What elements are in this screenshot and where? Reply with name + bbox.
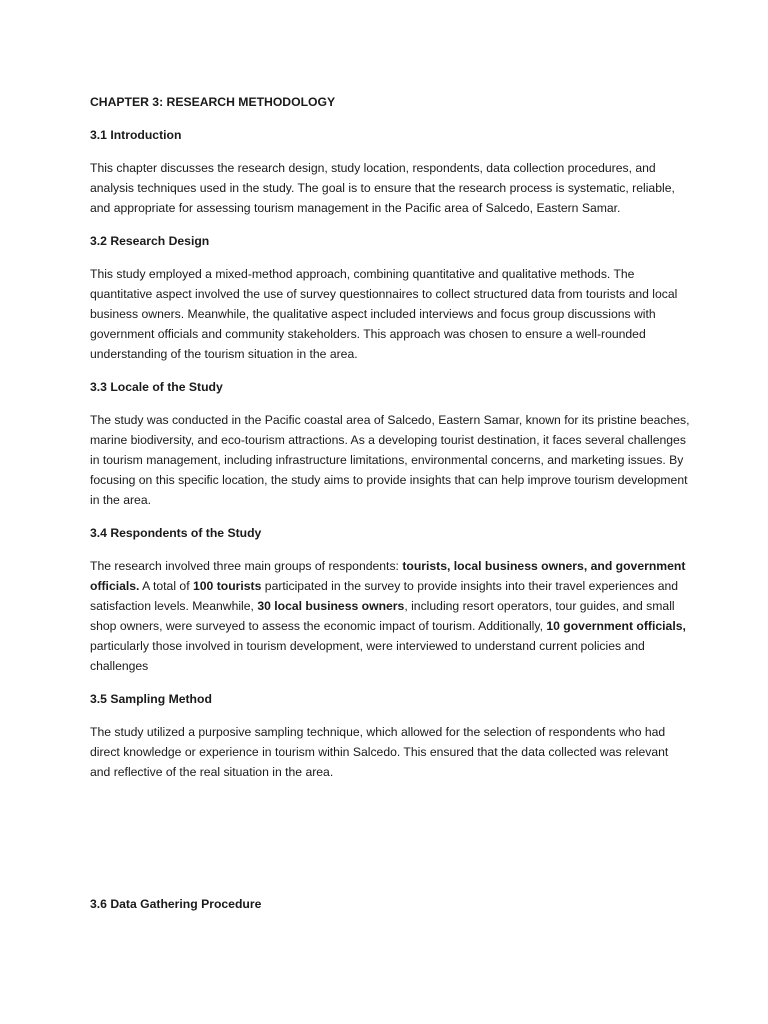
respondents-text-4: , including resort operators, tour guides, and small shop owners, were surveyed to assess the economic impact of tourism. Additionally,: [90, 599, 675, 633]
respondents-bold-groups: tourists, local business owners, and government officials.: [90, 559, 686, 593]
section-text-introduction: This chapter discusses the research design, study location, respondents, data collection procedures, and analysis techniques used in the study. The goal is to ensure that the research process is systematic, reliable, and appropriate for assessing tourism management in the Pacific area of Salcedo, Eastern Samar.: [90, 161, 675, 215]
section-heading-sampling: 3.5 Sampling Method: [90, 692, 212, 706]
section-text-locale: The study was conducted in the Pacific coastal area of Salcedo, Eastern Samar, known for its pristine beaches, marine biodiversity, and eco-tourism attractions. As a developing tourist destination, it faces several challenges in tourism management, including infrastructure limitations, environmental concerns, and marketing issues. By focusing on this specific location, the study aims to provide insights that can help improve tourism development in the area.: [90, 413, 690, 507]
respondents-text-1: The research involved three main groups of respondents:: [90, 559, 403, 573]
section-text-respondents: [90, 556, 690, 676]
section-heading-data-gathering: 3.6 Data Gathering Procedure: [90, 897, 262, 911]
section-text-sampling: The study utilized a purposive sampling technique, which allowed for the selection of respondents who had direct knowledge or experience in tourism within Salcedo. This ensured that the data collected was relevant and reflective of the real situation in the area.: [90, 725, 669, 779]
respondents-bold-tourists: 100 tourists: [192, 579, 262, 593]
section-heading-research-design: 3.2 Research Design: [90, 234, 210, 248]
section-heading-respondents: 3.4 Respondents of the Study: [90, 526, 262, 540]
section-text-research-design: This study employed a mixed-method approach, combining quantitative and qualitative methods. The quantitative aspect involved the use of survey questionnaires to collect structured data from tourists and local business owners. Meanwhile, the qualitative aspect included interviews and focus group discussions with government officials and community stakeholders. This approach was chosen to ensure a well-rounded understanding of the tourism situation in the area.: [90, 267, 678, 361]
respondents-text-3: participated in the survey to provide insights into their travel experiences and satisfaction levels. Meanwhile,: [90, 579, 679, 613]
respondents-text-2: A total of: [139, 579, 193, 593]
chapter-title: CHAPTER 3: RESEARCH METHODOLOGY: [90, 95, 336, 109]
respondents-bold-business-owners: 30 local business owners: [257, 599, 405, 613]
respondents-bold-officials: 10 government officials,: [546, 619, 686, 633]
document-page: [90, 92, 690, 914]
respondents-text-5: particularly those involved in tourism development, were interviewed to understand current policies and challenges: [90, 639, 645, 673]
section-heading-introduction: 3.1 Introduction: [90, 128, 182, 142]
section-heading-locale: 3.3 Locale of the Study: [90, 380, 223, 394]
